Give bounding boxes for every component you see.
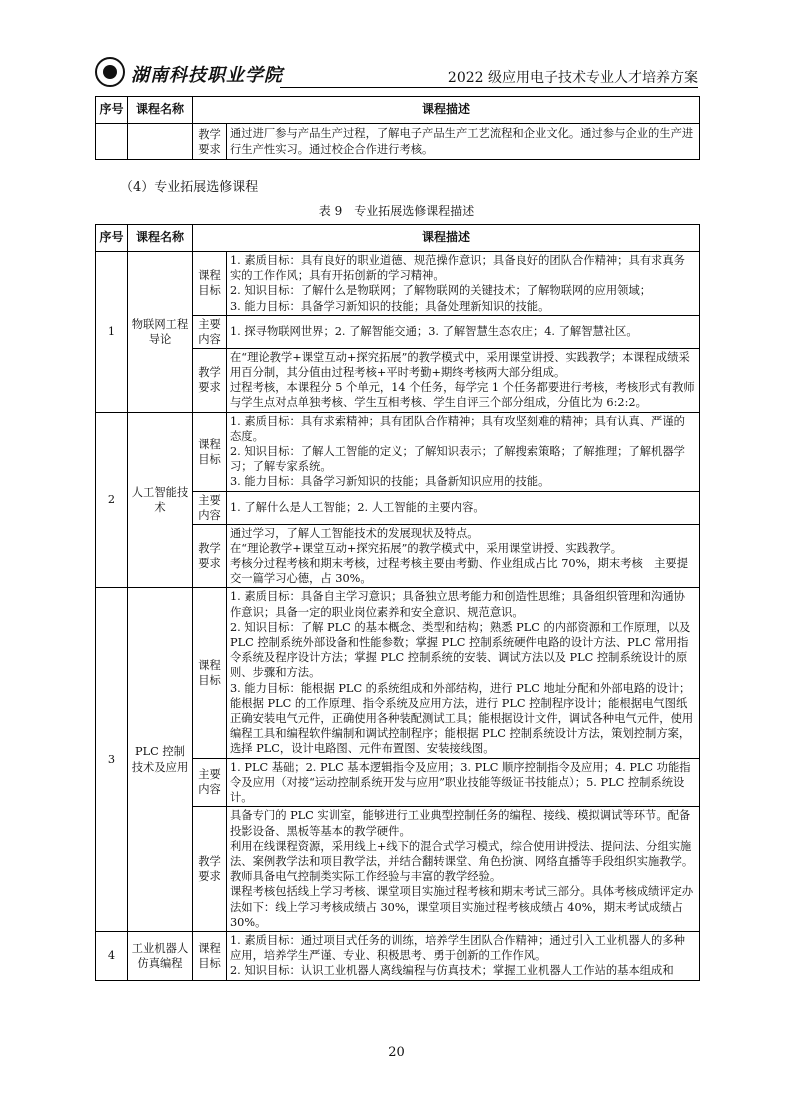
section-heading: （4）专业拓展选修课程 (120, 180, 259, 195)
row-label: 教学要求 (193, 124, 227, 160)
row-desc (227, 524, 700, 588)
row-desc (227, 315, 700, 348)
desc-line: 1. 素质目标：具有良好的职业道德、规范操作意识；具备良好的团队合作精神；具有求真务实的工作作风；具有开拓创新的学习精神。 (230, 254, 685, 283)
row-label: 主要内容 (193, 758, 227, 807)
row-desc (227, 412, 700, 491)
desc-line: 教师具备电气控制类实际工作经验与丰富的教学经验。 (230, 870, 502, 884)
course-name: 人工智能技术 (128, 412, 193, 588)
row-desc (227, 758, 700, 807)
row-desc (227, 807, 700, 932)
row-desc (227, 491, 700, 524)
desc-line: 课程考核包括线上学习考核、课堂项目实施过程考核和期末考试三部分。具体考核成绩评定办法如下：线上学习考核成绩占 30%，课堂项目实施过程考核成绩占 40%，期末考试成绩占 30%。 (230, 885, 694, 929)
col-header-course-desc: 课程描述 (193, 97, 700, 124)
plan-title: 2022 级应用电子技术专业人才培养方案 (447, 70, 698, 86)
desc-line: 1. PLC 基础；2. PLC 基本逻辑指令及应用；3. PLC 顺序控制指令及应用；4. PLC 功能指令及应用（对接“运动控制系统开发与应用”职业技能等级证书技能点）；5. PLC 控制系统设计。 (230, 760, 691, 805)
desc-line: 在“理论教学+课堂互动+探究拓展”的教学模式中，采用课堂讲授、实践教学；本课程成绩采用百分制，其分值由过程考核+平时考勤+期终考核两大部分组成。 (230, 350, 690, 380)
desc-line: 通过学习，了解人工智能技术的发展现状及特点。 (230, 526, 479, 540)
course-table (95, 224, 700, 981)
table-row (96, 588, 700, 758)
desc-line: 2. 知识目标：了解什么是物联网；了解物联网的关键技术；了解物联网的应用领域； (230, 284, 652, 298)
row-label: 课程目标 (193, 252, 227, 316)
desc-line: 2. 知识目标：认识工业机器人离线编程与仿真技术；掌握工业机器人工作站的基本组成和 (230, 964, 674, 978)
desc-line: 3. 能力目标：具备学习新知识的技能；具备新知识应用的技能。 (230, 475, 550, 489)
course-index: 2 (96, 412, 128, 588)
desc-line: 3. 能力目标：能根据 PLC 的系统组成和外部结构，进行 PLC 地址分配和外部电路的设计；能根据 PLC 的工作原理、指令系统及应用方法，进行 PLC 控制程序设计；能根据电气图纸正确安装电气元件，正确使用各种装配测试工具；能根据设计文件，调试各种电气元件，使用编程工具和编程软件编制和调试控制程序；能根据 PLC 控制系统设计方法，策划控制方案，选择 PLC，设计电路图、元件布置图、安装接线图。 (230, 681, 694, 756)
school-name: 湖南科技职业学院 (131, 65, 283, 86)
desc-line: 1. 了解什么是人工智能；2. 人工智能的主要内容。 (230, 501, 485, 515)
course-name: 物联网工程导论 (128, 252, 193, 413)
desc-line: 1. 素质目标：具备自主学习意识；具备独立思考能力和创造性思维；具备组织管理和沟通协作意识；具备一定的职业岗位素养和安全意识、规范意识。 (230, 590, 685, 619)
desc-line: 具备专门的 PLC 实训室，能够进行工业典型控制任务的编程、接线、模拟调试等环节。配备投影设备、黑板等基本的教学硬件。 (230, 809, 691, 838)
row-label: 主要内容 (193, 315, 227, 348)
row-label: 课程目标 (193, 412, 227, 491)
desc-line: 2. 知识目标：了解 PLC 的基本概念、类型和结构；熟悉 PLC 的内部资源和工作原理，以及 PLC 控制系统外部设备和性能参数；掌握 PLC 控制系统硬件电路的设计方法、PLC 常用指令系统及程序设计方法；掌握 PLC 控制系统的安装、调试方法以及 PLC 控制系统设计的原则、步骤和方法。 (230, 620, 691, 680)
col-header-index: 序号 (96, 225, 128, 252)
course-index: 4 (96, 931, 128, 980)
table-header-row (96, 97, 700, 124)
course-name: 工业机器人仿真编程 (128, 931, 193, 980)
col-header-index: 序号 (96, 97, 128, 124)
row-label: 课程目标 (193, 588, 227, 758)
row-label: 主要内容 (193, 491, 227, 524)
page-number: 20 (388, 1045, 405, 1060)
col-header-course-name: 课程名称 (128, 225, 193, 252)
desc-line: 2. 知识目标：了解人工智能的定义；了解知识表示；了解搜索策略；了解推理；了解机器学习；了解专家系统。 (230, 445, 685, 474)
row-label: 课程目标 (193, 931, 227, 980)
row-desc (227, 588, 700, 758)
desc-line: 1. 素质目标：具有求索精神；具有团队合作精神；具有攻坚刻难的精神；具有认真、严谨的态度。 (230, 414, 685, 443)
row-label: 教学要求 (193, 348, 227, 412)
course-name: PLC 控制技术及应用 (128, 588, 193, 931)
table-row (96, 252, 700, 316)
table-row (96, 124, 700, 160)
row-desc: 通过进厂参与产品生产过程，了解电子产品生产工艺流程和企业文化。通过参与企业的生产进行生产性实习。通过校企合作进行考核。 (227, 124, 700, 160)
school-logo-icon (95, 57, 125, 87)
desc-line: 利用在线课程资源，采用线上+线下的混合式学习模式，综合使用讲授法、提问法、分组实施法、案例教学法和项目教学法，并结合翻转课堂、角色扮演、网络直播等手段组织实施教学。 (230, 839, 694, 868)
row-desc (227, 252, 700, 316)
desc-line: 在“理论教学+课堂互动+探究拓展”的教学模式中，采用课堂讲授、实践教学。 (230, 541, 622, 555)
desc-line: 3. 能力目标：具备学习新知识的技能；具备处理新知识的技能。 (230, 299, 550, 313)
row-label: 教学要求 (193, 524, 227, 588)
page-header (95, 55, 698, 91)
continuation-table (95, 96, 700, 160)
table-header-row (96, 225, 700, 252)
row-desc (227, 931, 700, 980)
desc-line: 1. 探寻物联网世界；2. 了解智能交通；3. 了解智慧生态农庄；4. 了解智慧社区。 (230, 325, 638, 339)
desc-line: 考核分过程考核和期末考核，过程考核主要由考勤、作业组成占比 70%，期末考核 主要提交一篇学习心德，占 30%。 (230, 557, 688, 586)
course-name-cell (128, 124, 193, 160)
row-label: 教学要求 (193, 807, 227, 932)
desc-line: 1. 素质目标：通过项目式任务的训练，培养学生团队合作精神；通过引入工业机器人的多种应用，培养学生严谨、专业、积极思考、勇于创新的工作作风。 (230, 933, 685, 963)
header-rule (280, 87, 698, 88)
col-header-course-desc: 课程描述 (193, 225, 700, 252)
table-caption: 表 9 专业拓展选修课程描述 (318, 204, 475, 218)
course-index: 3 (96, 588, 128, 931)
course-index: 1 (96, 252, 128, 413)
row-desc (227, 348, 700, 412)
table-row (96, 931, 700, 980)
desc-line: 过程考核，本课程分 5 个单元，14 个任务，每学完 1 个任务都要进行考核，考核形式有教师与学生点对点单独考核、学生互相考核、学生自评三个部分组成，分值比为 6:2:2。 (230, 381, 695, 410)
table-row (96, 412, 700, 491)
col-header-course-name: 课程名称 (128, 97, 193, 124)
index-cell (96, 124, 128, 160)
